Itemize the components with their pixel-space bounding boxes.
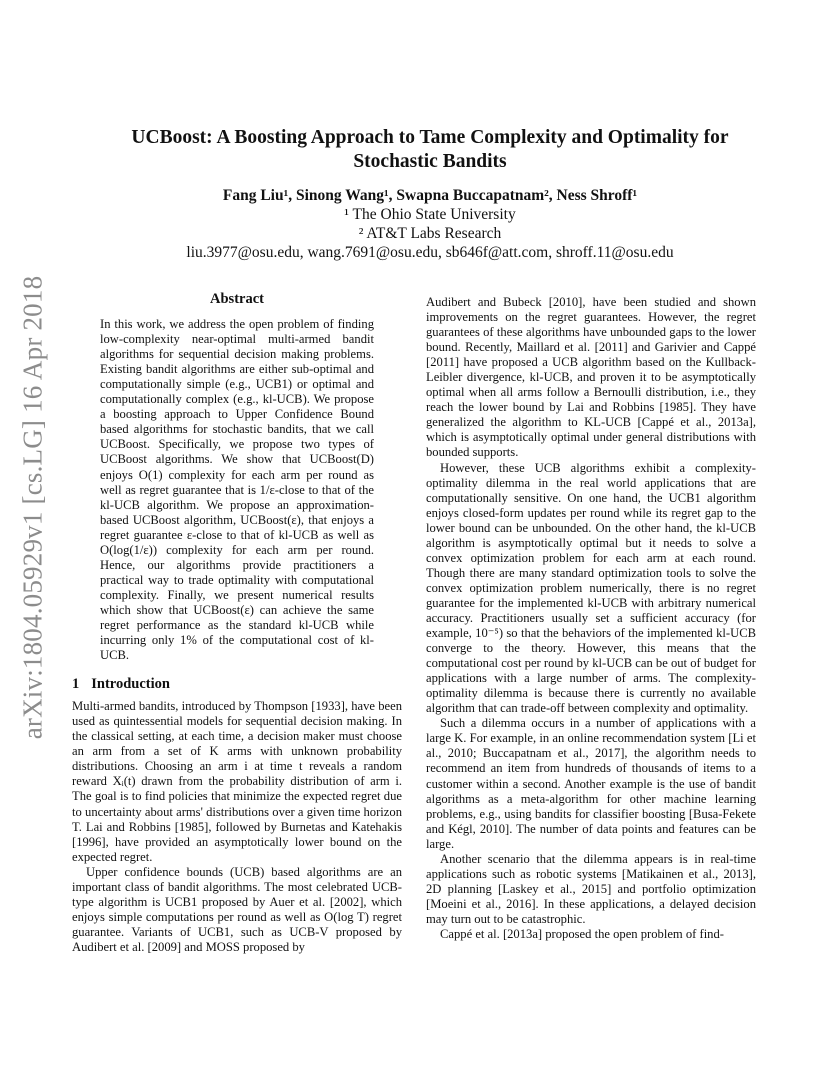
abstract-text: In this work, we address the open problem of finding low-complexity near-optimal multi-armed bandit algorithms for sequential decision making problems. Existing bandit algorithms are either sub-optimal and computationally simple (e.g., UCB1) or optimal and computationally complex (e.g., kl-UCB). We propose a boosting approach to Upper Confidence Bound based algorithms for stochastic bandits, that we call UCBoost. Specifically, we propose two types of UCBoost algorithms. We show that UCBoost(D) enjoys O(1) complexity for each arm per round as well as regret guarantee that is 1/ε-close to that of the kl-UCB algorithm. We propose an approximation-based UCBoost algorithm, UCBoost(ε), that enjoys a regret guarantee ε-close to that of kl-UCB as well as O(log(1/ε)) complexity for each arm per round. Hence, our algorithms provide practitioners a practical way to trade optimality with computational complexity. Finally, we present numerical results which show that UCBoost(ε) can achieve the same regret performance as the standard kl-UCB while incurring only 1% of the computational cost of kl-UCB.: [100, 317, 374, 663]
intro-paragraph-1: Multi-armed bandits, introduced by Thompson [1933], have been used as quintessential models for sequential decision making. In the classical setting, at each time, a decision maker must choose an arm from a set of K arms with unknown probability distributions. Choosing an arm i at time t reveals a random reward Xᵢ(t) drawn from the probability distribution of arm i. The goal is to find policies that minimize the expected regret due to uncertainty about arms' distributions over a given time horizon T. Lai and Robbins [1985], followed by Burnetas and Katehakis [1996], have provided an asymptotically lower bound on the expected regret.: [72, 699, 402, 864]
right-column: [426, 295, 756, 942]
body-paragraph-3: Such a dilemma occurs in a number of applications with a large K. For example, in an online recommendation system [Li et al., 2010; Buccapatnam et al., 2017], the algorithm needs to recommend an item from hundreds of thousands of items to a customer within a second. Another example is the use of bandit algorithms as a meta-algorithm for other machine learning problems, e.g., using bandits for classifier boosting [Busa-Fekete and Kégl, 2010]. The number of data points and features can be large.: [426, 716, 756, 851]
body-paragraph-1: Audibert and Bubeck [2010], have been studied and shown improvements on the regret guarantees. However, the regret guarantees of these algorithms have unbounded gaps to the lower bound. Recently, Maillard et al. [2011] and Garivier and Cappé [2011] have proposed a UCB algorithm based on the Kullback-Leibler divergence, kl-UCB, and proven it to be asymptotically optimal when all arms follow a Bernoulli distribution, i.e., they reach the lower bound by Lai and Robbins [1985]. They have generalized the algorithm to KL-UCB [Cappé et al., 2013a], which is asymptotically optimal under general distributions with bounded supports.: [426, 295, 756, 460]
intro-paragraph-2: Upper confidence bounds (UCB) based algorithms are an important class of bandit algorithms. The most celebrated UCB-type algorithm is UCB1 proposed by Auer et al. [2002], which enjoys simple computations per round as well as O(log T) regret guarantee. Variants of UCB1, such as UCB-V proposed by Audibert et al. [2009] and MOSS proposed by: [72, 864, 402, 954]
left-column: [72, 290, 402, 955]
abstract-heading: Abstract: [210, 291, 264, 307]
affiliation-1: ¹ The Ohio State University: [344, 206, 516, 223]
arxiv-side-stamp: [4, 255, 62, 760]
abstract: [72, 317, 402, 663]
body-paragraph-2: However, these UCB algorithms exhibit a complexity-optimality dilemma in the real world applications that are computationally sensitive. On one hand, the UCB1 algorithm enjoys closed-form updates per round while its regret gap to the lower bound can be unbounded. On the other hand, the kl-UCB algorithm is asymptotically optimal but it needs to solve a convex optimization problem for each arm at each round. Though there are many standard optimization tools to solve the convex optimization problem numerically, there is no regret guarantee for the implemented kl-UCB with arbitrary numerical accuracy. Practitioners usually set a sufficient accuracy (for example, 10⁻⁵) so that the behaviors of the implemented kl-UCB converge to the theory. However, this means that the computational cost per round by kl-UCB can be out of budget for applications with a large number of arms. The complexity-optimality dilemma is because there is currently no available algorithm that can trade-off between complexity and optimality.: [426, 460, 756, 716]
paper-title: UCBoost: A Boosting Approach to Tame Complexity and Optimality for Stochastic Bandits: [131, 127, 729, 172]
affiliation-2: ² AT&T Labs Research: [358, 225, 502, 242]
author-emails: liu.3977@osu.edu, wang.7691@osu.edu, sb646f@att.com, shroff.11@osu.edu: [186, 244, 674, 261]
author-block: [90, 186, 770, 262]
arxiv-identifier: arXiv:1804.05929v1 [cs.LG] 16 Apr 2018: [17, 275, 48, 740]
author-names: Fang Liu¹, Sinong Wang¹, Swapna Buccapatnam², Ness Shroff¹: [222, 187, 638, 204]
body-paragraph-4: Another scenario that the dilemma appears is in real-time applications such as robotic systems [Matikainen et al., 2013], 2D planning [Laskey et al., 2015] and portfolio optimization [Moeini et al., 2016]. In these applications, a delayed decision may turn out to be catastrophic.: [426, 851, 756, 926]
body-paragraph-5: Cappé et al. [2013a] proposed the open problem of find-: [440, 926, 724, 941]
section-number: 1: [72, 676, 80, 693]
section-title: Introduction: [91, 676, 170, 693]
section-heading-introduction: [72, 677, 402, 692]
